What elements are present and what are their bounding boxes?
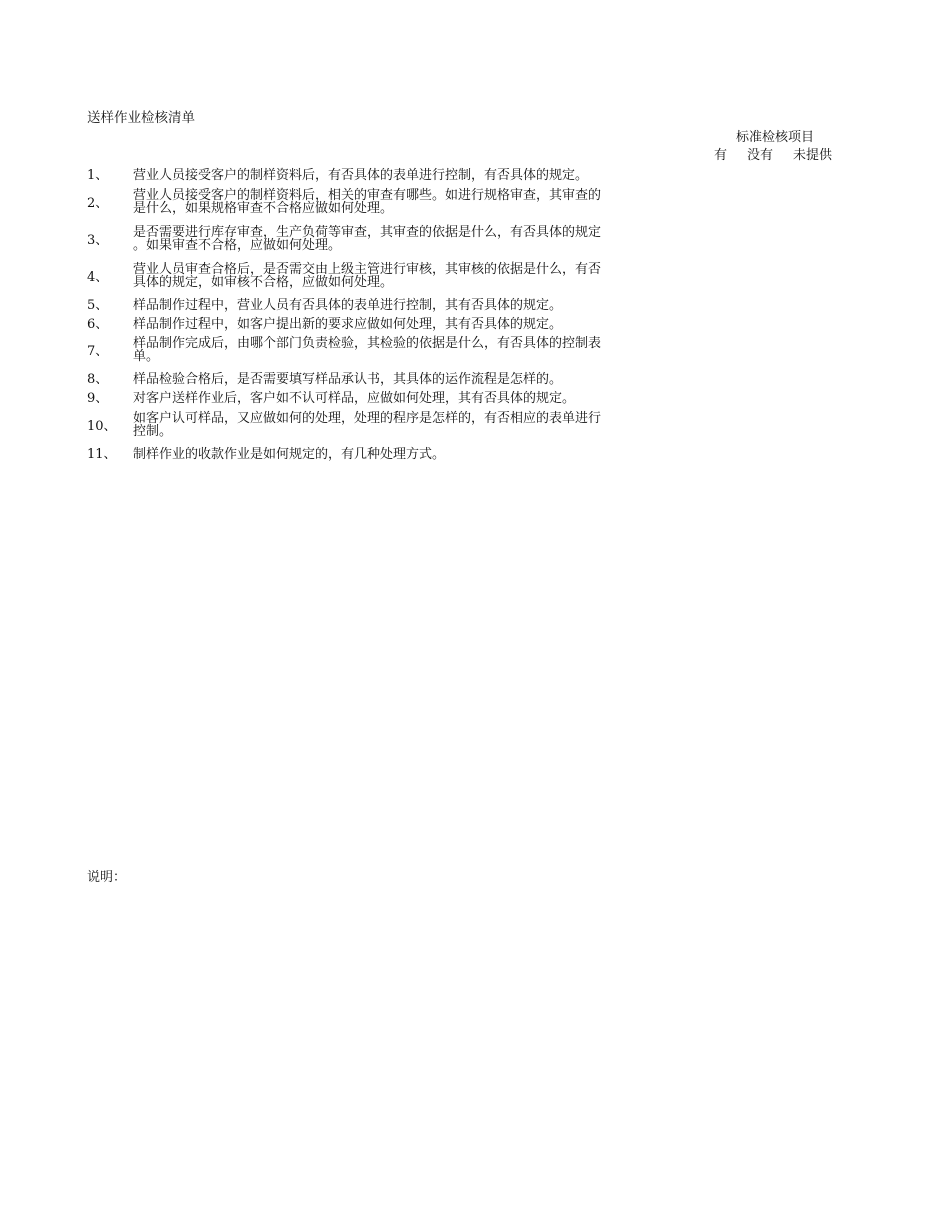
item-line: 控制。: [133, 424, 173, 439]
item-text: [133, 189, 693, 215]
item-line: 样品制作过程中，营业人员有否具体的表单进行控制，其有否具体的规定。: [133, 298, 563, 313]
item-text: [133, 337, 693, 363]
item-number: 4、: [87, 270, 109, 285]
item-line: 对客户送样作业后，客户如不认可样品，应做如何处理，其有否具体的规定。: [133, 391, 576, 406]
item-text: [133, 412, 693, 438]
item-text: [133, 169, 693, 182]
column-no: 没有: [747, 148, 774, 163]
item-number: 7、: [87, 344, 109, 359]
item-line: 营业人员接受客户的制样资料后，相关的审查有哪些。如进行规格审查，其审查的: [133, 188, 602, 203]
page-title: 送样作业检核清单: [87, 110, 195, 126]
item-number: 3、: [87, 233, 109, 248]
item-line: 营业人员接受客户的制样资料后，有否具体的表单进行控制，有否具体的规定。: [133, 168, 589, 183]
note-label: 说明：: [87, 870, 127, 885]
item-line: 制样作业的收款作业是如何规定的，有几种处理方式。: [133, 447, 446, 462]
item-line: 样品检验合格后，是否需要填写样品承认书，其具体的运作流程是怎样的。: [133, 372, 563, 387]
item-text: [133, 226, 693, 252]
column-yes: 有: [714, 148, 728, 163]
item-line: 具体的规定，如审核不合格，应做如何处理。: [133, 275, 394, 290]
item-number: 1、: [87, 168, 109, 183]
item-line: 是否需要进行库存审查，生产负荷等审查，其审查的依据是什么，有否具体的规定: [133, 225, 602, 240]
item-number: 8、: [87, 372, 109, 387]
item-line: 如客户认可样品，又应做如何的处理，处理的程序是怎样的，有否相应的表单进行: [133, 411, 602, 426]
item-line: 样品制作过程中，如客户提出新的要求应做如何处理，其有否具体的规定。: [133, 317, 563, 332]
item-line: 单。: [133, 349, 160, 364]
standard-check-columns: [700, 149, 850, 165]
item-number: 10、: [87, 419, 117, 434]
item-line: 是什么，如果规格审查不合格应做如何处理。: [133, 201, 394, 216]
standard-check-header: [700, 130, 850, 163]
item-number: 5、: [87, 298, 109, 313]
item-text: [133, 263, 693, 289]
item-number: 6、: [87, 317, 109, 332]
item-text: [133, 299, 693, 312]
item-number: 11、: [87, 447, 117, 462]
item-text: [133, 318, 693, 331]
item-line: 样品制作完成后，由哪个部门负责检验，其检验的依据是什么，有否具体的控制表: [133, 336, 602, 351]
item-line: 。如果审查不合格，应做如何处理。: [133, 238, 342, 253]
item-number: 9、: [87, 391, 109, 406]
item-line: 营业人员审查合格后，是否需交由上级主管进行审核，其审核的依据是什么，有否: [133, 262, 602, 277]
item-text: [133, 373, 693, 386]
column-not-provided: 未提供: [793, 148, 833, 163]
item-number: 2、: [87, 196, 109, 211]
standard-check-title: 标准检核项目: [735, 130, 814, 145]
item-text: [133, 448, 693, 461]
item-text: [133, 392, 693, 405]
